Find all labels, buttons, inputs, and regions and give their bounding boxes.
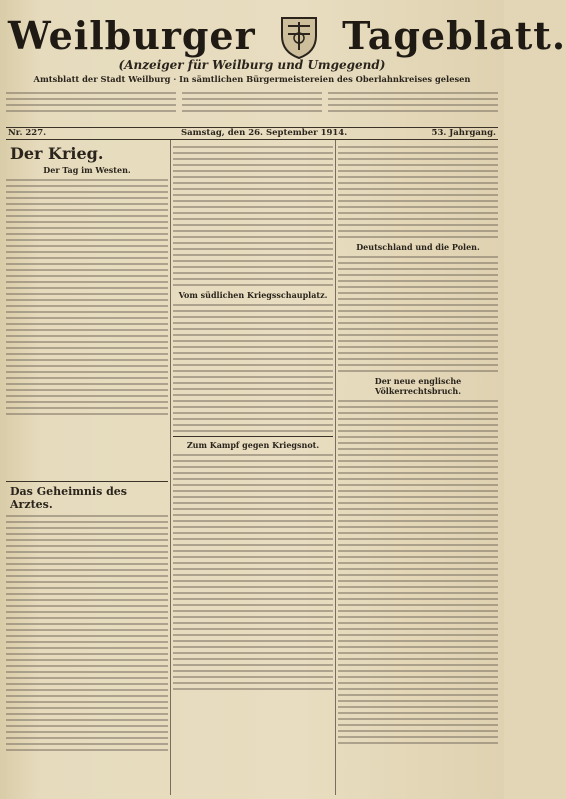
article-subheading: Deutschland und die Polen. (356, 242, 480, 252)
date-bar (6, 127, 498, 140)
column-3 (338, 142, 498, 748)
column-1-lower (6, 478, 168, 755)
issue-number: Nr. 227. (8, 128, 47, 138)
masthead-tagline: Amtsblatt der Stadt Weilburg · In sämtlichen Bürgermeistereien des Oberlahnkreises gelesen (33, 74, 471, 84)
article-heading: Der Krieg. (10, 144, 104, 163)
article-subheading: Vom südlichen Kriegsschauplatz. (178, 290, 328, 300)
publisher-info-right (328, 88, 498, 116)
column-2 (173, 142, 333, 694)
article-subheading: Zum Kampf gegen Kriegsnot. (186, 440, 320, 450)
masthead-subtitle: (Anzeiger für Weilburg und Umgegend) (118, 58, 386, 72)
article-body (6, 515, 168, 751)
column-rule (335, 140, 336, 795)
title-right: Tageblatt. (342, 12, 566, 58)
article-body (338, 146, 498, 238)
article-body (173, 454, 333, 690)
coat-of-arms-icon (276, 12, 322, 60)
column-rule (170, 140, 171, 795)
article-body (173, 304, 333, 432)
issue-year: 53. Jahrgang. (431, 128, 496, 138)
article-body (6, 179, 168, 415)
issue-date: Samstag, den 26. September 1914. (181, 128, 348, 138)
masthead (8, 10, 566, 60)
article-body (338, 256, 498, 372)
publisher-info-left (6, 88, 176, 116)
masthead-title (8, 10, 566, 60)
article-body (338, 400, 498, 744)
article-body (173, 146, 333, 286)
title-left: Weilburger (8, 12, 256, 58)
article-subheading: Der neue englische Völkerrechtsbruch. (374, 376, 462, 396)
publisher-info-center (182, 88, 322, 116)
column-1 (6, 142, 168, 419)
article-subheading: Der Tag im Westen. (43, 165, 131, 175)
article-heading: Das Geheimnis des Arztes. (10, 485, 127, 511)
